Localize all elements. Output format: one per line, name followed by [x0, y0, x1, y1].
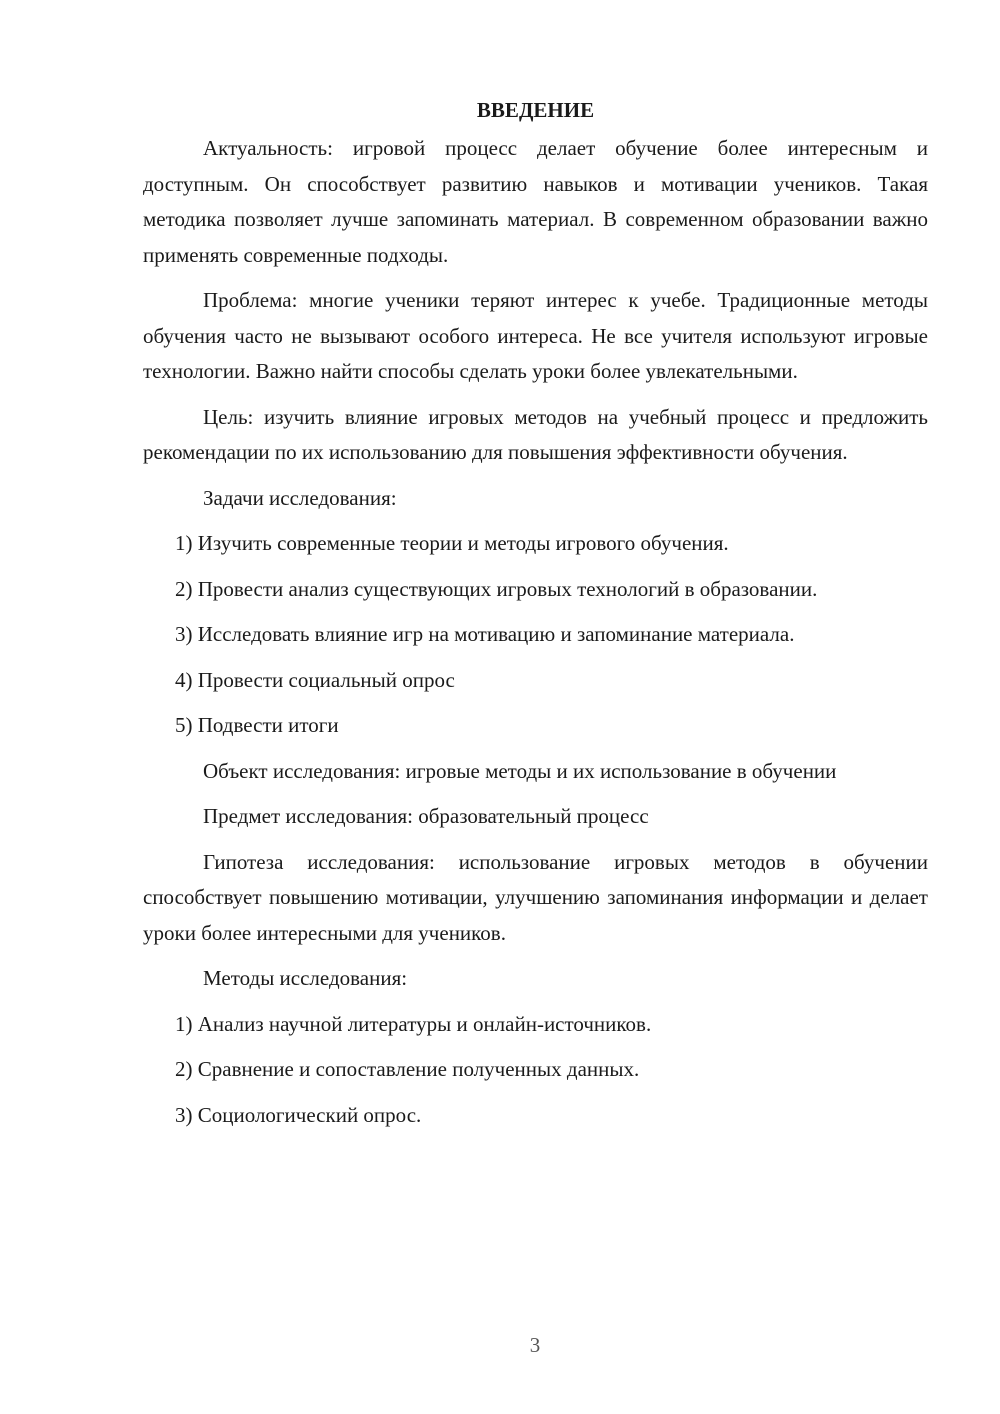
task-item: 4) Провести социальный опрос — [175, 667, 455, 692]
tasks-heading: Задачи исследования: — [203, 485, 397, 510]
task-item: 2) Провести анализ существующих игровых технологий в образовании. — [175, 576, 818, 601]
method-item: 3) Социологический опрос. — [175, 1102, 422, 1127]
problem-paragraph: Проблема: многие ученики теряют интерес к учебе. Традиционные методы обучения часто не вызывают особого интереса. Не все учителя используют игровые технологии. Важно найти способы сделать уроки более увлекательными. — [143, 288, 928, 383]
hypothesis-paragraph: Гипотеза исследования: использование игровых методов в обучении способствует повышению мотивации, улучшению запоминания информации и делает уроки более интересными для учеников. — [143, 849, 928, 945]
goal-paragraph: Цель: изучить влияние игровых методов на учебный процесс и предложить рекомендации по их использованию для повышения эффективности обучения. — [143, 404, 928, 464]
page-title: ВВЕДЕНИЕ — [476, 98, 595, 122]
page-number: 3 — [529, 1333, 541, 1357]
task-item: 1) Изучить современные теории и методы игрового обучения. — [175, 531, 729, 555]
method-item: 2) Сравнение и сопоставление полученных данных. — [175, 1057, 640, 1081]
subject-paragraph: Предмет исследования: образовательный процесс — [203, 804, 649, 828]
task-item: 3) Исследовать влияние игр на мотивацию и запоминание материала. — [175, 622, 795, 646]
object-paragraph: Объект исследования: игровые методы и их использование в обучении — [203, 758, 837, 783]
methods-heading: Методы исследования: — [203, 966, 408, 990]
relevance-paragraph: Актуальность: игровой процесс делает обучение более интересным и доступным. Он способствует развитию навыков и мотивации учеников. Такая методика позволяет лучше запоминать материал. В современном образовании важно применять современные подходы. — [143, 136, 928, 267]
document-page — [143, 94, 928, 1133]
task-item: 5) Подвести итоги — [175, 713, 339, 737]
method-item: 1) Анализ научной литературы и онлайн-источников. — [175, 1011, 652, 1036]
